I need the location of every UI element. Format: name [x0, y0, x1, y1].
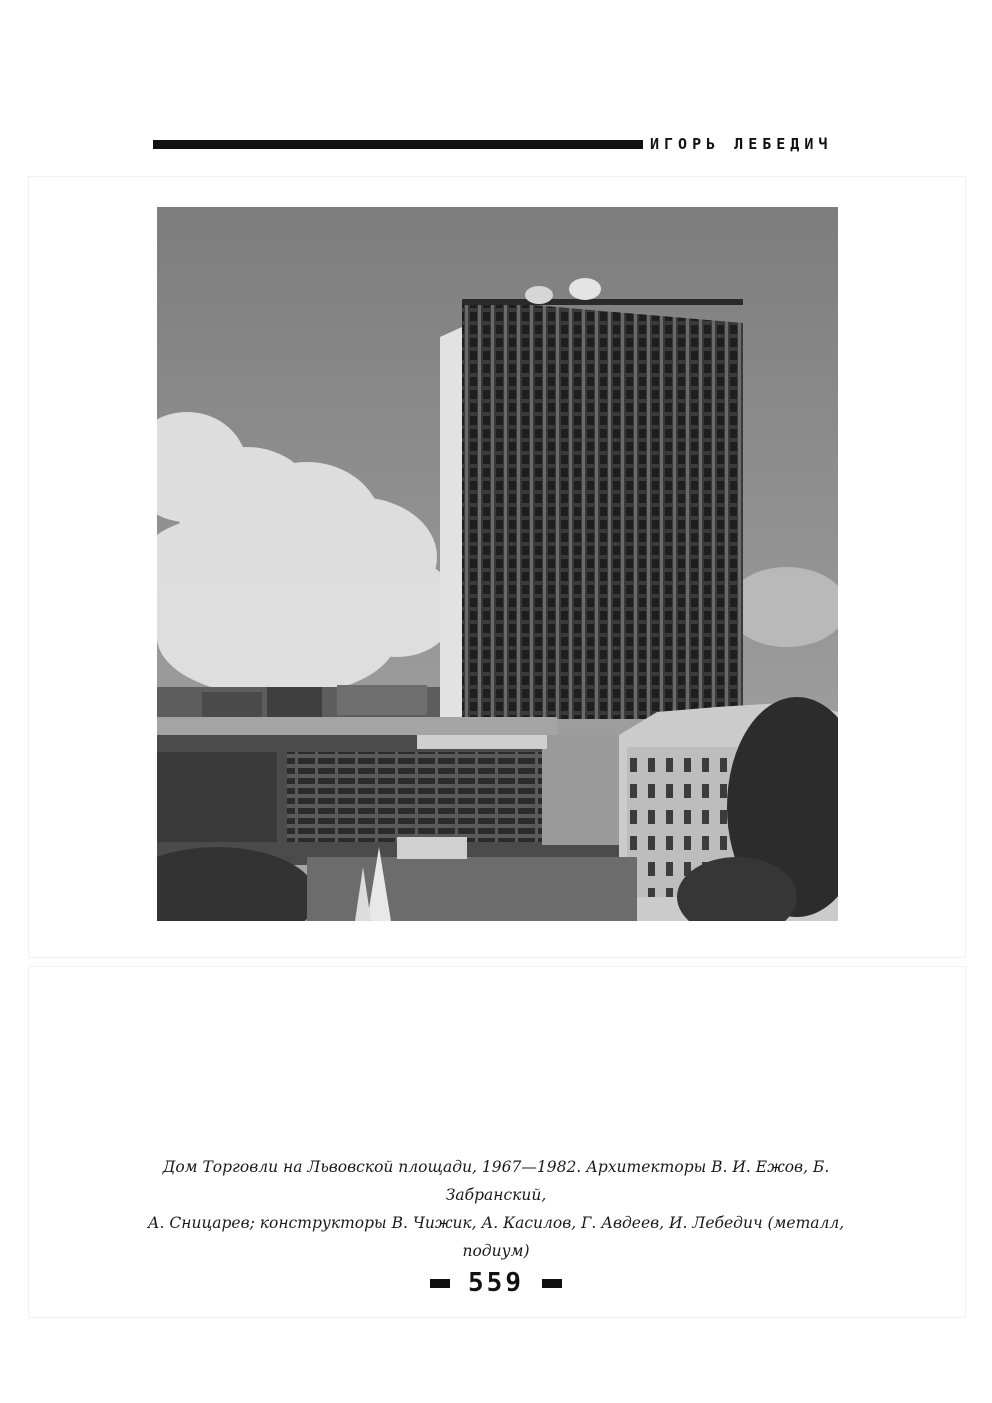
page-number: 559: [468, 1268, 524, 1298]
page-number-left-dash: [430, 1279, 450, 1288]
caption-line-1: Дом Торговли на Львовской площади, 1967—1982. Архитекторы В. И. Ежов, Б. Забранский,: [162, 1158, 830, 1204]
header-author: ИГОРЬ ЛЕБЕДИЧ: [650, 135, 833, 153]
header-rule: [153, 140, 643, 149]
photo-caption: [120, 1153, 872, 1265]
building-photo-illustration: [157, 207, 838, 921]
page-frame-bottom: [28, 966, 966, 1318]
building-photo: [157, 207, 838, 921]
caption-line-2: А. Сницарев; конструкторы В. Чижик, А. Касилов, Г. Авдеев, И. Лебедич (металл, подиум): [147, 1214, 845, 1260]
page-number-right-dash: [542, 1279, 562, 1288]
page-footer: [420, 1270, 572, 1296]
